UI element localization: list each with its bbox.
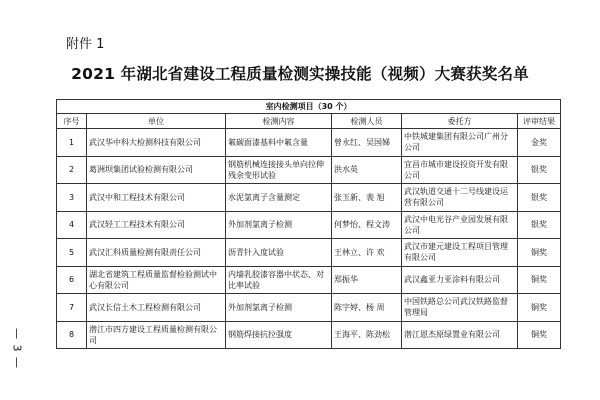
cell-client: 中国铁路总公司武汉铁路监督管理局 [402, 294, 518, 322]
cell-unit: 武汉中和工程技术有限公司 [87, 184, 226, 212]
cell-unit: 武汉长信土木工程检测有限公司 [87, 294, 226, 322]
column-header-client: 委托方 [402, 114, 518, 129]
cell-personnel: 张玉新、裴 旭 [332, 184, 402, 212]
table-row [57, 184, 561, 212]
cell-seq: 6 [57, 266, 87, 294]
cell-seq: 8 [57, 321, 87, 349]
cell-content: 内墙乳胶漆容器中状态、对比率试验 [226, 266, 332, 294]
cell-content: 沥青针入度试验 [226, 239, 332, 267]
table-row [57, 156, 561, 184]
cell-content: 外加剂氯离子检测 [226, 294, 332, 322]
cell-award: 银奖 [518, 156, 561, 184]
cell-seq: 1 [57, 129, 87, 157]
cell-award: 铜奖 [518, 239, 561, 267]
cell-award: 银奖 [518, 184, 561, 212]
column-header-seq: 序号 [57, 114, 87, 129]
cell-client: 武汉鑫亚力亚涂料有限公司 [402, 266, 518, 294]
cell-content: 氟碳面漆基料中氟含量 [226, 129, 332, 157]
attachment-label: 附件 1 [66, 37, 105, 52]
cell-award: 铜奖 [518, 266, 561, 294]
cell-personnel: 陈字婷、杨 周 [332, 294, 402, 322]
cell-unit: 湖北省建筑工程质量监督检验测试中心有限公司 [87, 266, 226, 294]
cell-seq: 5 [57, 239, 87, 267]
page-number: — 3 — [10, 327, 24, 369]
cell-personnel: 郑振华 [332, 266, 402, 294]
cell-unit: 武汉汇科质量检测有限责任公司 [87, 239, 226, 267]
cell-client: 武汉中电光谷产业园发展有限公司 [402, 211, 518, 239]
cell-content: 外加剂氯离子检测 [226, 211, 332, 239]
cell-personnel: 何梦怡、程文涛 [332, 211, 402, 239]
table-row [57, 129, 561, 157]
column-header-unit: 单位 [87, 114, 226, 129]
cell-client: 中铁城建集团有限公司广州分公司 [402, 129, 518, 157]
cell-award: 银奖 [518, 211, 561, 239]
document-title: 2021 年湖北省建设工程质量检测实操技能（视频）大赛获奖名单 [71, 65, 529, 83]
table-row [57, 211, 561, 239]
cell-personnel: 曾永红、吴国娣 [332, 129, 402, 157]
cell-unit: 葛洲坝集团试验检测有限公司 [87, 156, 226, 184]
cell-unit: 潜江市四方建设工程质量检测有限公司 [87, 321, 226, 349]
column-header-result: 评审结果 [518, 114, 561, 129]
table-row [57, 294, 561, 322]
cell-award: 铜奖 [518, 321, 561, 349]
cell-client: 宜昌市城市建设投资开发有限公司 [402, 156, 518, 184]
column-header-row [57, 114, 561, 129]
table-row [57, 266, 561, 294]
cell-seq: 3 [57, 184, 87, 212]
cell-award: 金奖 [518, 129, 561, 157]
cell-unit: 武汉轻工工程技术有限公司 [87, 211, 226, 239]
cell-content: 钢筋焊接抗拉强度 [226, 321, 332, 349]
table-row [57, 321, 561, 349]
cell-client: 武汉轨道交通十二号线建设运营有限公司 [402, 184, 518, 212]
award-table [56, 99, 561, 349]
cell-personnel: 王林立、许 欢 [332, 239, 402, 267]
cell-award: 铜奖 [518, 294, 561, 322]
cell-personnel: 洪水英 [332, 156, 402, 184]
cell-content: 水泥氯离子含量测定 [226, 184, 332, 212]
section-header-row [57, 100, 561, 114]
cell-seq: 7 [57, 294, 87, 322]
column-header-personnel: 检测人员 [332, 114, 402, 129]
cell-seq: 4 [57, 211, 87, 239]
cell-seq: 2 [57, 156, 87, 184]
cell-content: 钢筋机械连接接头单向拉伸残余变形试验 [226, 156, 332, 184]
cell-personnel: 王海平、陈劲松 [332, 321, 402, 349]
column-header-content: 检测内容 [226, 114, 332, 129]
section-title: 室内检测项目（30 个） [57, 100, 561, 114]
cell-client: 潜江恩杰原绿置业有限公司 [402, 321, 518, 349]
cell-client: 武汉市建元建设工程项目管理有限公司 [402, 239, 518, 267]
table-row [57, 239, 561, 267]
cell-unit: 武汉华中科大检测科技有限公司 [87, 129, 226, 157]
